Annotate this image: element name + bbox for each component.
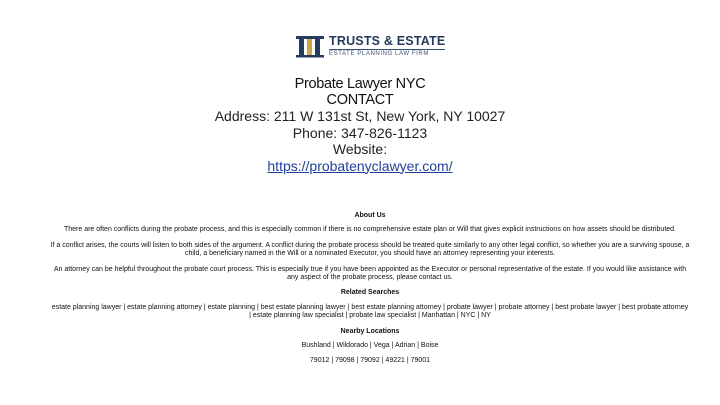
about-paragraph-3: An attorney can be helpful throughout the probate court process. This is especially true if you have been appointed as the Executor or personal representative of the estate. If you would like assistance with any aspect of the probate process, please contact us.	[53, 265, 687, 282]
firm-logo	[295, 34, 485, 58]
nearby-locations-heading: Nearby Locations	[340, 327, 400, 335]
slide-title: Probate Lawyer NYC	[294, 76, 426, 92]
slide-subtitle: CONTACT	[326, 92, 394, 108]
about-paragraph-2: If a conflict arises, the courts will listen to both sides of the argument. A conflict during the probate process should be treated quite similarly to any other legal conflict, so whether you are a surviving spouse, a child, a beneficiary named in the Will or a nominated Executor, you should have an attorney representing your interests.	[50, 241, 690, 258]
phone-text: Phone: 347-826-1123	[292, 124, 428, 141]
pillar-logo-icon	[295, 34, 325, 58]
related-searches-links[interactable]: estate planning lawyer | estate planning attorney | estate planning | best estate planning lawyer | best estate planning attorney | probate lawyer | probate attorney | best probate lawyer | best probate attorney | estate planning law specialist | probate law specialist | Manhattan | NYC | NY	[51, 303, 689, 320]
address-text: Address: 211 W 131st St, New York, NY 10027	[214, 108, 506, 124]
logo-name: TRUSTS & ESTATE	[329, 33, 446, 48]
nearby-places[interactable]: Bushland | Wildorado | Vega | Adrian | Boise	[301, 342, 439, 350]
about-heading: About Us	[354, 212, 386, 219]
description-section	[50, 212, 690, 373]
website-link[interactable]: https://probatenyclawyer.com/	[267, 157, 453, 174]
website-label: Website:	[332, 141, 388, 157]
logo-tagline: ESTATE PLANNING LAW FIRM	[329, 49, 445, 57]
nearby-zipcodes[interactable]: 79012 | 79098 | 79092 | 49221 | 79001	[309, 357, 431, 365]
contact-slide	[0, 76, 720, 175]
about-paragraph-1: There are often conflicts during the probate process, and this is especially common if there is no comprehensive estate plan or Will that gives explicit instructions on how assets should be distributed.	[63, 226, 677, 234]
related-searches-heading: Related Searches	[340, 289, 400, 297]
